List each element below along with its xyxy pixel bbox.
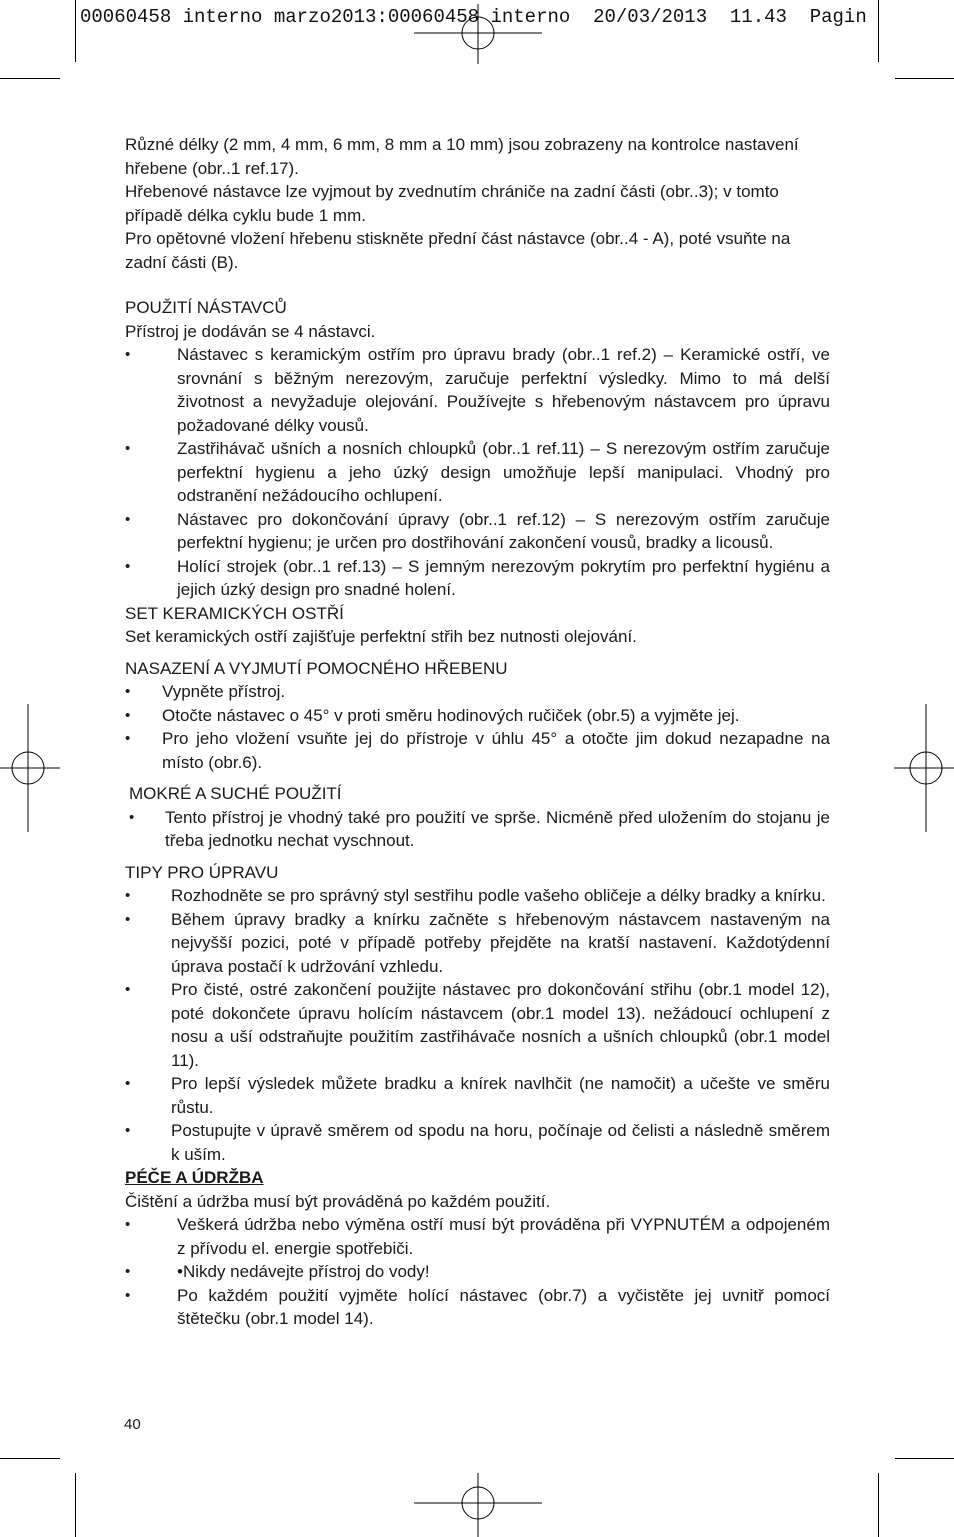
bullet-icon: • <box>125 1263 131 1280</box>
list-item-text: Rozhodněte se pro správný styl sestřihu podle vašeho obličeje a délky bradky a knírku. <box>171 886 826 905</box>
list-item-text: Otočte nástavec o 45° v proti směru hodinových ručiček (obr.5) a vyjměte jej. <box>162 705 740 725</box>
bullet-icon: • <box>125 706 131 724</box>
list-item <box>125 555 830 602</box>
list-item-text: Veškerá údržba nebo výměna ostří musí být prováděna při VYPNUTÉM a odpojeném z přívodu el. energie spotřebiči. <box>177 1215 830 1258</box>
intro-section <box>125 133 830 274</box>
manual-page-content <box>125 133 830 1331</box>
list-item-text: Během úpravy bradky a knírku začněte s hřebenovým nástavcem nastaveným na nejvyšší pozici, poté v případě potřeby přejděte na kratší nastavení. Každotýdenní úprava postačí k udržování vzhledu. <box>171 909 830 976</box>
attachments-list <box>125 343 830 602</box>
crop-mark-bottom-left-h <box>0 1458 60 1459</box>
list-item <box>125 1072 830 1119</box>
crop-mark-top-left <box>75 0 76 62</box>
list-item <box>125 680 830 704</box>
page-number: 40 <box>124 1416 141 1433</box>
bullet-icon: • <box>125 1122 131 1139</box>
print-slug: 00060458 interno marzo2013:00060458 interno 20/03/2013 11.43 Pagin <box>80 6 867 28</box>
crop-mark-top-left-h <box>0 78 60 79</box>
list-item-text: Tento přístroj je vhodný také pro použití ve sprše. Nicméně před uložením do stojanu je třeba jednotku nechat vyschnout. <box>165 807 830 850</box>
crop-mark-bottom-right-h <box>895 1458 954 1459</box>
list-item <box>125 884 830 908</box>
section-title-comb: NASAZENÍ A VYJMUTÍ POMOCNÉHO HŘEBENU <box>125 658 508 678</box>
registration-mark-left <box>0 704 60 832</box>
bullet-icon: • <box>125 683 131 700</box>
list-item <box>125 978 830 1072</box>
ceramic-text: Set keramických ostří zajišťuje perfektní střih bez nutnosti olejování. <box>125 627 637 646</box>
list-item-text: Nástavec s keramickým ostřím pro úpravu brady (obr..1 ref.2) – Keramické ostří, ve srovnání s běžným nerezovým, zaručuje perfektní výsledky. Mimo to má delší životnost a nevyžaduje olejování. Používejte s hřebenovým nástavcem pro úpravu požadované délky vousů. <box>177 345 830 435</box>
crop-mark-bottom-right <box>878 1473 879 1537</box>
bullet-icon: • <box>125 1075 131 1092</box>
bullet-icon: • <box>125 346 131 363</box>
section-title-care: PÉČE A ÚDRŽBA <box>125 1168 264 1187</box>
list-item-text: •Nikdy nedávejte přístroj do vody! <box>177 1262 430 1281</box>
registration-mark-bottom <box>414 1473 542 1537</box>
section-title-ceramic: SET KERAMICKÝCH OSTŘÍ <box>125 603 344 623</box>
list-item-text: Postupujte v úpravě směrem od spodu na horu, počínaje od čelisti a následně směrem k uším. <box>171 1121 830 1164</box>
crop-mark-top-right-h <box>895 78 954 79</box>
section-title-wet-dry: MOKRÉ A SUCHÉ POUŽITÍ <box>129 784 342 803</box>
attachments-intro: Přístroj je dodáván se 4 nástavci. <box>125 321 376 341</box>
list-item <box>125 908 830 979</box>
care-intro: Čištění a údržba musí být prováděná po každém použití. <box>125 1191 551 1211</box>
bullet-icon: • <box>125 440 131 457</box>
list-item <box>125 806 830 853</box>
list-item-text: Nástavec pro dokončování úpravy (obr..1 ref.12) – S nerezovým ostřím zaručuje perfektní hygienu; je určen pro dostřihování zakončení vousů, bradky a licousů. <box>177 509 830 552</box>
bullet-icon: • <box>125 510 131 528</box>
tips-list <box>125 884 830 1166</box>
section-title-tips: TIPY PRO ÚPRAVU <box>125 862 279 882</box>
list-item <box>125 1213 830 1260</box>
list-item <box>125 508 830 555</box>
bullet-icon: • <box>125 887 131 904</box>
bullet-icon: • <box>125 557 131 575</box>
bullet-icon: • <box>125 1216 131 1233</box>
list-item <box>125 727 830 774</box>
list-item <box>125 704 830 728</box>
list-item <box>125 1260 830 1284</box>
list-item-text: Zastřihávač ušních a nosních chloupků (obr..1 ref.11) – S nerezovým ostřím zaručuje perfektní hygienu a jeho úzký design umožňuje lepší manipulaci. Vhodný pro odstranění nežádoucího ochlupení. <box>177 439 830 505</box>
bullet-icon: • <box>129 808 135 826</box>
list-item <box>125 1119 830 1166</box>
list-item-text: Vypněte přístroj. <box>162 682 286 701</box>
crop-mark-top-right <box>878 0 879 62</box>
section-title-attachments: POUŽITÍ NÁSTAVCŮ <box>125 298 287 317</box>
list-item-text: Po každém použití vyjměte holící nástavec (obr.7) a vyčistěte jej uvnitř pomocí štětečku (obr.1 model 14). <box>177 1285 830 1328</box>
list-item-text: Pro jeho vložení vsuňte jej do přístroje v úhlu 45° a otočte jim dokud nezapadne na místo (obr.6). <box>162 729 830 772</box>
comb-list <box>125 680 830 774</box>
bullet-icon: • <box>125 981 131 998</box>
bullet-icon: • <box>125 910 131 928</box>
bullet-icon: • <box>125 730 131 747</box>
wet-dry-list <box>125 806 830 853</box>
registration-mark-right <box>894 704 954 832</box>
list-item-text: Holící strojek (obr..1 ref.13) – S jemným nerezovým pokrytím pro perfektní hygiénu a jejich úzký design pro snadné holení. <box>177 556 830 599</box>
intro-paragraph: Různé délky (2 mm, 4 mm, 6 mm, 8 mm a 10 mm) jsou zobrazeny na kontrolce nastavení hřebene (obr..1 ref.17). <box>125 135 799 178</box>
list-item <box>125 437 830 508</box>
list-item-text: Pro čisté, ostré zakončení použijte nástavec pro dokončování střihu (obr.1 model 12), poté dokončete úpravu holícím nástavcem (obr.1 model 13). nežádoucí ochlupení z nosu a uší odstraňujte použitím zastřihávače nosních a ušních chloupků (obr.1 model 11). <box>171 980 830 1070</box>
intro-paragraph: Hřebenové nástavce lze vyjmout by zvednutím chrániče na zadní části (obr..3); v tomto případě délka cyklu bude 1 mm. <box>125 182 779 225</box>
bullet-icon: • <box>125 1286 131 1304</box>
list-item <box>125 343 830 437</box>
intro-paragraph: Pro opětovné vložení hřebenu stiskněte přední část nástavce (obr..4 - A), poté vsuňte na zadní části (B). <box>125 229 791 272</box>
care-list <box>125 1213 830 1331</box>
registration-mark-top <box>414 4 542 64</box>
list-item <box>125 1284 830 1331</box>
crop-mark-bottom-left <box>75 1473 76 1537</box>
list-item-text: Pro lepší výsledek můžete bradku a knírek navlhčit (ne namočit) a učešte ve směru růstu. <box>171 1074 830 1117</box>
